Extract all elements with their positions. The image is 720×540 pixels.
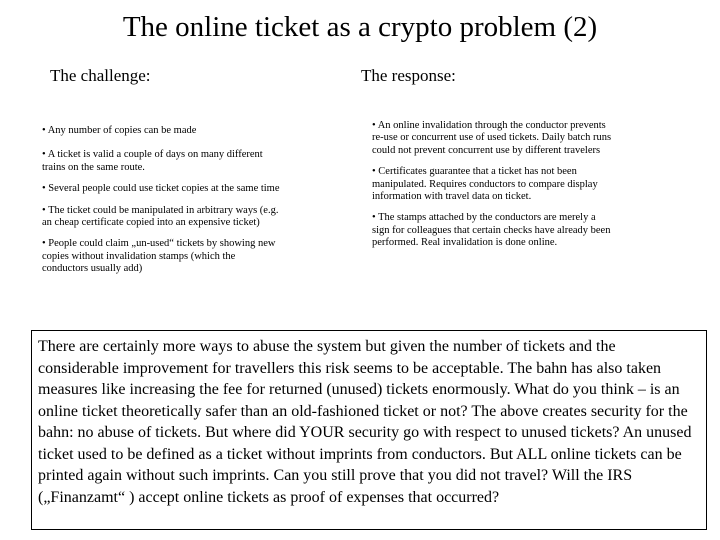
response-item: • The stamps attached by the conductors are merely a sign for colleagues that certain checks have already been performed. Real invalidation is done online. — [372, 212, 611, 249]
discussion-note-box — [31, 330, 707, 530]
challenge-item: • Several people could use ticket copies at the same time — [42, 183, 280, 195]
response-heading: The response: — [361, 66, 456, 85]
challenge-heading: The challenge: — [50, 66, 151, 85]
challenge-list — [42, 125, 280, 285]
challenge-item: • People could claim „un-used“ tickets by showing new copies without invalidation stamps (which the conductors usually add) — [42, 238, 276, 275]
response-list — [372, 120, 612, 259]
challenge-item: • A ticket is valid a couple of days on many different trains on the same route. — [42, 149, 263, 173]
challenge-item: • The ticket could be manipulated in arbitrary ways (e.g. an cheap certificate copied into an expensive ticket) — [42, 204, 279, 229]
slide-title: The online ticket as a crypto problem (2) — [122, 11, 598, 43]
response-item: • An online invalidation through the conductor prevents re-use or concurrent use of used tickets. Daily batch runs could not prevent concurrent use by different travelers — [372, 120, 612, 156]
response-item: • Certificates guarantee that a ticket has not been manipulated. Requires conductors to compare display information with travel data on ticket. — [372, 166, 598, 203]
challenge-item: • Any number of copies can be made — [42, 125, 197, 136]
discussion-note-text: There are certainly more ways to abuse the system but given the number of tickets and the considerable improvement for travellers this risk seems to be acceptable. The bahn has also taken measures like increasing the fee for returned (unused) tickets enormously. What do you think – is an online ticket theoretically safer than an old-fashioned ticket or not? The above creates security for the bahn: no abuse of tickets. But where did YOUR security go with respect to unused tickets? An unused ticket used to be defined as a ticket without imprints from conductors. But ALL online tickets can be printed again without such imprints. Can you still prove that you did not travel? Will the IRS („Finanzamt“ ) accept online tickets as proof of expenses that occurred? — [38, 338, 692, 506]
